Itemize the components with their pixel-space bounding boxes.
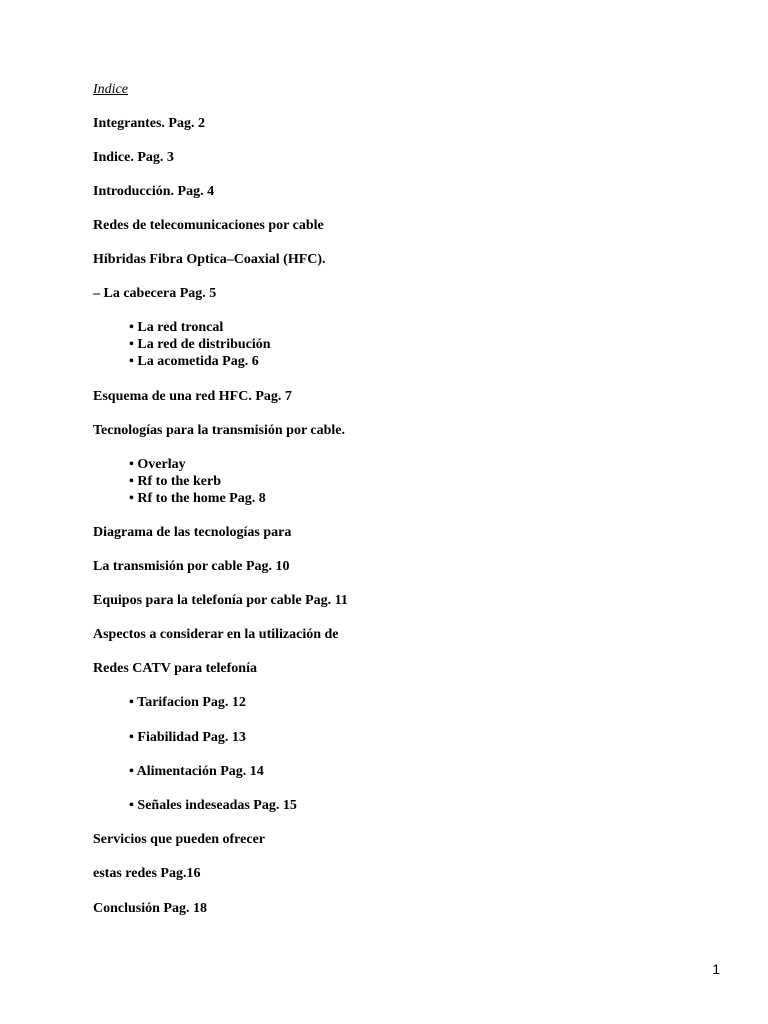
- toc-bullet-overlay: • Overlay: [129, 457, 186, 472]
- toc-entry-transmision-cable: La transmisión por cable Pag. 10: [93, 559, 290, 574]
- page-number: 1: [712, 961, 720, 977]
- toc-entry-introduccion: Introducción. Pag. 4: [93, 184, 215, 199]
- toc-entry-conclusion: Conclusión Pag. 18: [93, 901, 207, 916]
- toc-entry-integrantes: Integrantes. Pag. 2: [93, 116, 205, 131]
- toc-entry-servicios-ofrecer: Servicios que pueden ofrecer: [93, 832, 265, 847]
- toc-bullet-rf-kerb: • Rf to the kerb: [129, 474, 221, 489]
- toc-bullet-red-troncal: • La red troncal: [129, 320, 224, 335]
- toc-bullet-acometida: • La acometida Pag. 6: [129, 354, 259, 369]
- page-title: Indice: [93, 82, 128, 97]
- toc-bullet-fiabilidad: • Fiabilidad Pag. 13: [129, 730, 246, 745]
- toc-entry-indice: Indice. Pag. 3: [93, 150, 174, 165]
- toc-bullet-alimentacion: • Alimentación Pag. 14: [129, 764, 264, 779]
- toc-entry-tecnologias-transmision: Tecnologías para la transmisión por cable.: [93, 423, 346, 438]
- toc-entry-hibridas-hfc: Híbridas Fibra Optica–Coaxial (HFC).: [93, 252, 326, 267]
- toc-bullet-rf-home: • Rf to the home Pag. 8: [129, 491, 266, 506]
- toc-bullet-senales-indeseadas: • Señales indeseadas Pag. 15: [129, 798, 297, 813]
- toc-entry-diagrama-tecnologias: Diagrama de las tecnologías para: [93, 525, 292, 540]
- toc-entry-redes-telecomunicaciones: Redes de telecomunicaciones por cable: [93, 218, 324, 233]
- toc-entry-cabecera: – La cabecera Pag. 5: [93, 286, 217, 301]
- toc-entry-esquema-hfc: Esquema de una red HFC. Pag. 7: [93, 389, 292, 404]
- toc-bullet-red-distribucion: • La red de distribución: [129, 337, 271, 352]
- toc-bullet-tarifacion: • Tarifacion Pag. 12: [129, 695, 246, 710]
- toc-entry-estas-redes: estas redes Pag.16: [93, 866, 201, 881]
- toc-entry-equipos-telefonia: Equipos para la telefonía por cable Pag. 11: [93, 593, 348, 608]
- toc-entry-redes-catv: Redes CATV para telefonía: [93, 661, 257, 676]
- toc-entry-aspectos-considerar: Aspectos a considerar en la utilización de: [93, 627, 339, 642]
